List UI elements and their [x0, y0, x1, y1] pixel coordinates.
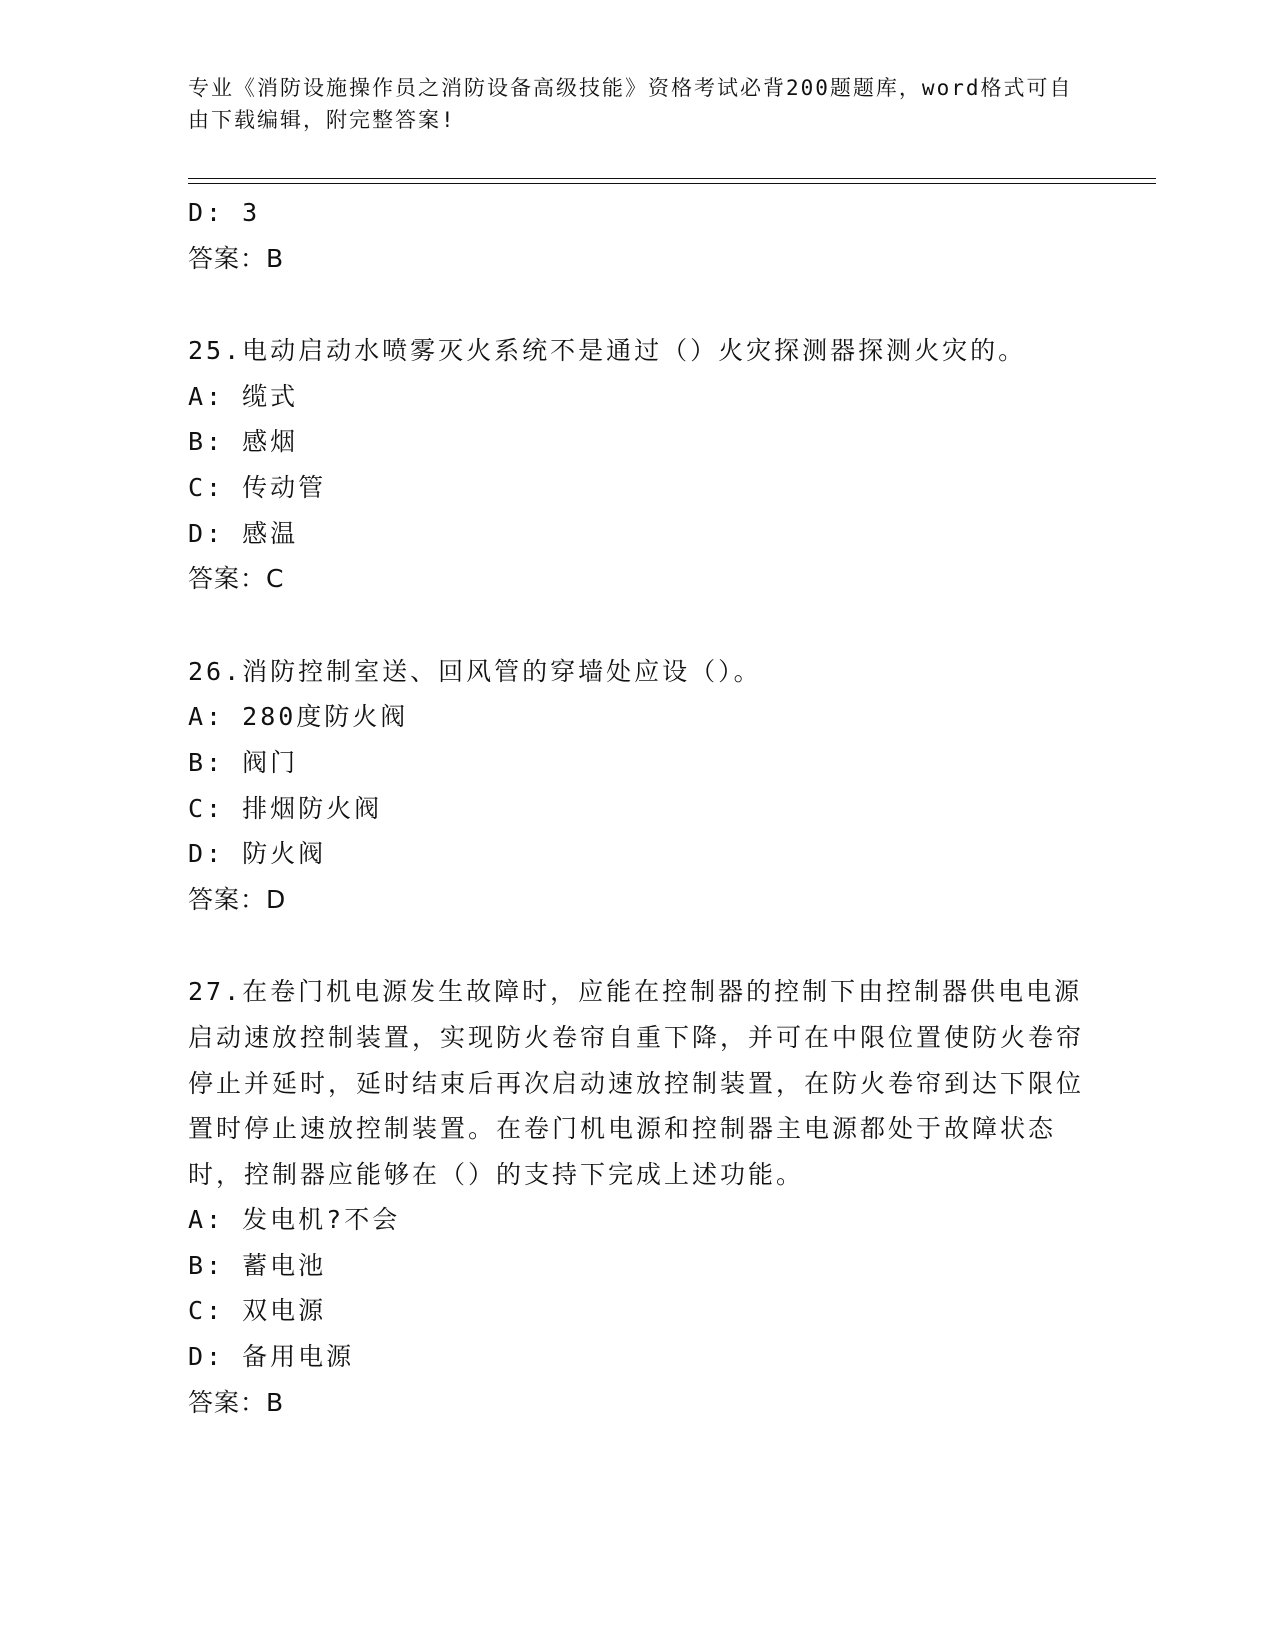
option-b: B: 感烟 — [188, 427, 299, 457]
question-27 — [188, 969, 1108, 1425]
option-d: D: 3 — [188, 198, 261, 227]
question-stem: 25.电动启动水喷雾灭火系统不是通过（）火灾探测器探测火灾的。 — [188, 336, 1027, 366]
option-b: B: 阀门 — [188, 747, 299, 777]
answer-line: 答案：B — [188, 1387, 285, 1417]
option-d: D: 防火阀 — [188, 839, 327, 869]
question-stem: 26.消防控制室送、回风管的穿墙处应设（）。 — [188, 656, 762, 686]
previous-question-fragment — [188, 190, 1108, 281]
header-divider-bottom — [188, 183, 1156, 184]
option-d: D: 备用电源 — [188, 1342, 355, 1372]
answer-line: 答案：C — [188, 564, 285, 594]
answer-line: 答案：D — [188, 884, 287, 914]
option-d: D: 感温 — [188, 518, 299, 548]
header-title: 专业《消防设施操作员之消防设备高级技能》资格考试必背200题题库，word格式可自由下载编辑，附完整答案! — [188, 76, 1073, 132]
option-a: A: 280度防火阀 — [188, 702, 409, 732]
option-a: A: 缆式 — [188, 381, 299, 411]
question-26 — [188, 649, 1108, 923]
answer-line: 答案：B — [188, 243, 285, 273]
option-c: C: 双电源 — [188, 1296, 327, 1326]
option-a: A: 发电机?不会 — [188, 1205, 401, 1235]
option-c: C: 传动管 — [188, 472, 327, 502]
header-divider-top — [188, 178, 1156, 179]
option-b: B: 蓄电池 — [188, 1250, 327, 1280]
question-25 — [188, 328, 1108, 602]
document-header — [188, 72, 1088, 136]
question-list — [188, 190, 1108, 1425]
option-c: C: 排烟防火阀 — [188, 793, 383, 823]
question-stem: 27.在卷门机电源发生故障时，应能在控制器的控制下由控制器供电电源启动速放控制装置，实现防火卷帘自重下降，并可在中限位置使防火卷帘停止并延时，延时结束后再次启动速放控制装置，在防火卷帘到达下限位置时停止速放控制装置。在卷门机电源和控制器主电源都处于故障状态时，控制器应能够在（）的支持下完成上述功能。 — [188, 977, 1085, 1189]
